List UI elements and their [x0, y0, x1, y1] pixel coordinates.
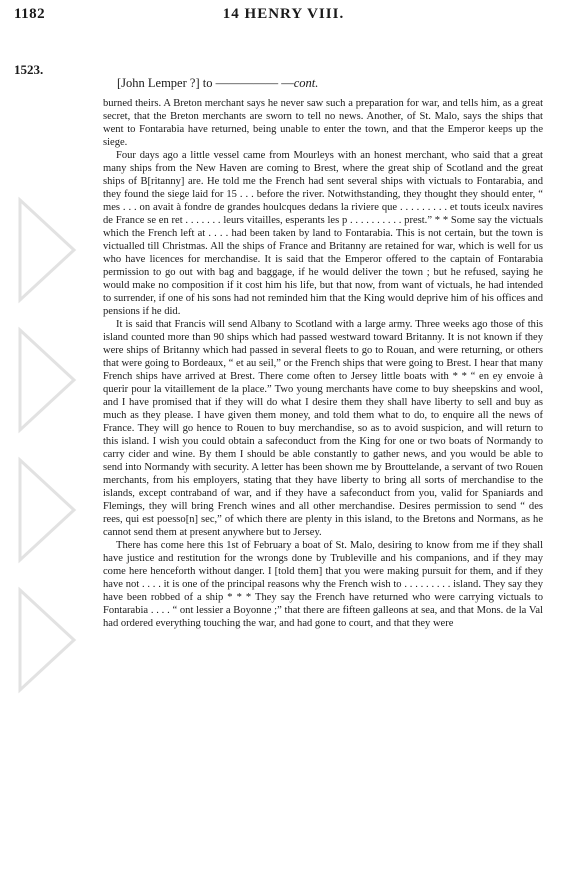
- running-head: 14 HENRY VIII.: [222, 6, 345, 22]
- paragraph: It is said that Francis will send Albany to Scotland with a large army. Three weeks ago those of this island counted more than 90 ships which had passed westward toward Britanny. It is not known if they were ships of Britanny which had passed in several fleets to go to Rouan, and were returning, or others that were going to Bordeaux, “ et au seil,” or the French ships that were going to Brest. I hear that many French ships have arrived at Brest. There come often to Jersey little boats with * * “ en ey envoie à querir pour la vitaillement de la place.” Two young merchants have come to buy sheepskins and wool, and I have promised that if they will do what I desire them they shall have liberty to sell and buy as much as they please. I have given them money, and told them what to do, to enquire all the news of France. They will go hence to Rouen to buy merchandise, so as to avoid suspicion, and will return to this island. I wish you could obtain a safeconduct from the King for one or two boats of Normandy to carry cider and wine. By them I should be able constantly to gather news, and you would be able to send into Normandy with security. A letter has been shown me by Brouttelande, a servant of two Rouen merchants, from his employers, stating that they have liberty to bring all sorts of merchandise to the islands, except contraband of war, and if they have a safeconduct from you, valid for Spaniards and Flemings, they will bring French wines and all other merchandise. Desires permission to send “ des rees, qui est poesso[n] sec,” of which there are plenty in this island, to the Bretons and Normans, as he cannot send them at present anywhere but to Jersey.: [103, 319, 543, 538]
- paragraph: There has come here this 1st of February a boat of St. Malo, desiring to know from me if they shall have justice and restitution for the wrongs done by Trubleville and his companions, and if they may come here henceforth without danger. I [told them] that you were making pursuit for them, and if they have not . . . . it is one of the principal reasons why the French wish to . . . . . . . . . island. They say they have been robbed of a ship * * * They say the French have returned who were carrying victuals to Fontarabia . . . . “ ont lessier a Boyonne ;” that there are fifteen galleons at sea, and that Mons. de la Val had ordered everything touching the war, and had gone to court, and that they were: [103, 540, 543, 629]
- document-heading: [117, 76, 318, 91]
- watermark-logo: [12, 160, 82, 800]
- heading-cont: cont.: [293, 76, 319, 90]
- paragraph: burned theirs. A Breton merchant says he never saw such a preparation for war, and tells him, as a great secret, that the Breton merchants are sworn to tell no news. Another, of St. Malo, says the ships that went to Fontarabia have returned, being unable to enter the town, and that the Emperor keeps up the siege.: [103, 98, 543, 148]
- document-body: [103, 97, 543, 630]
- heading-text: [John Lemper ?] to ————— —: [117, 76, 294, 90]
- page-number: 1182: [14, 6, 46, 22]
- margin-year: 1523.: [14, 62, 44, 77]
- paragraph: Four days ago a little vessel came from Mourleys with an honest merchant, who said that a great many ships from the New Haven are coming to Brest, where the great ship of Scotland and the great ships of B[ritanny] are. He told me the French had sent several ships with victuals to Fontarabia, and they found the siege laid for 15 . . . before the river. Notwithstanding, they thought they should enter, “ mes . . . on avait à fondre de grandes houlcques dedans la riviere que . . . . . . . . . et touts iceulx navires de France se en ret . . . . . . . leurs vitailles, esperants les p . . . . . . . . . . prest.” * * Some say the victuals which the French left at . . . . had been taken by land to Fontarabia. This is not certain, but the town is victualled till Christmas. All the ships of France and Britanny are retained for war, which is well for us who have licences for merchandise. It is said that the Emperor offered to the captain of Fontarabia permission to go out with bag and baggage, if he would deliver the town ; but he refused, saying he would make no composition if it cost him his life, but that now, from want of victuals, he had intended to surrender, if one of his sons had not reminded him that the King would deprive him of his offices and pensions if he did.: [103, 150, 543, 317]
